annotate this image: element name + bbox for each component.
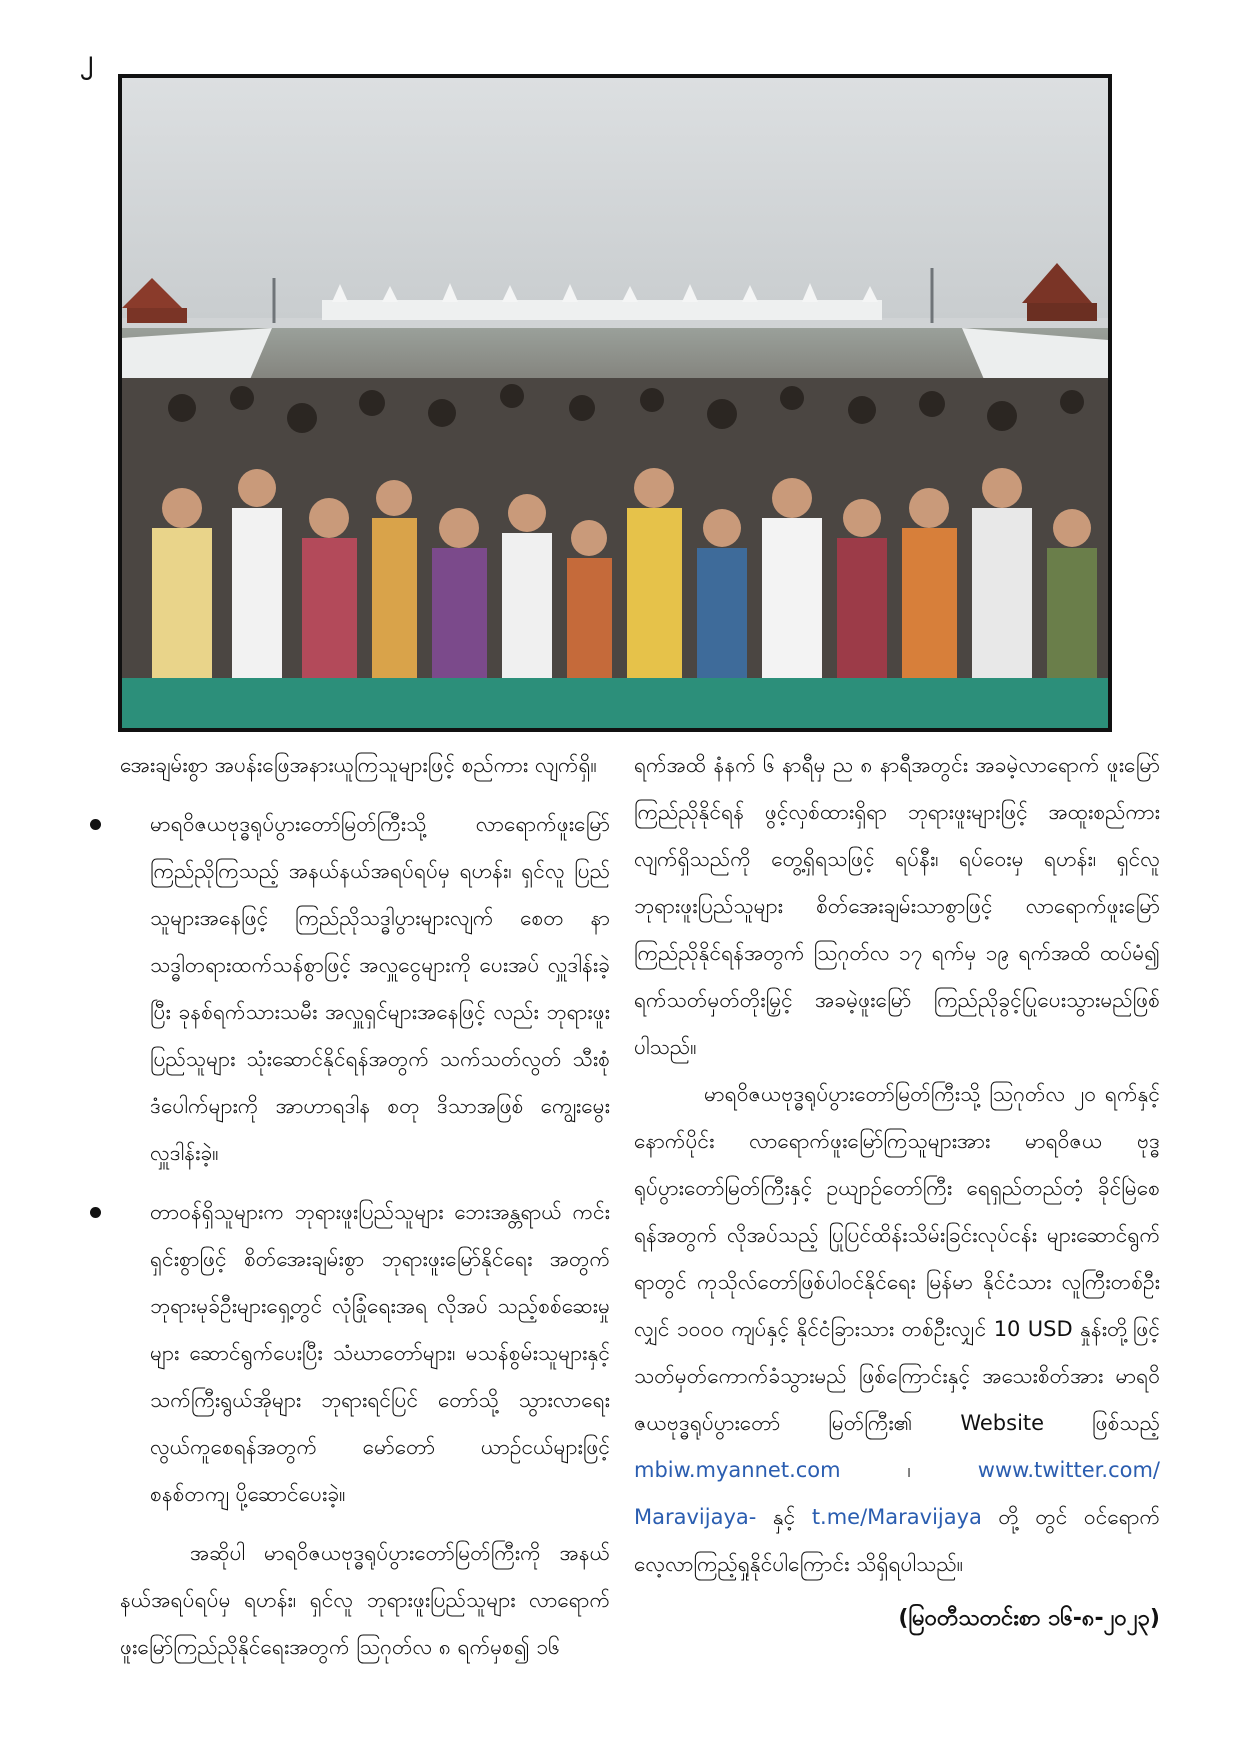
bullet-item-2 bbox=[120, 1189, 610, 1518]
right-paragraph-1: ရက်အထိ နံနက် ၆ နာရီမှ ည ၈ နာရီအတွင်း အခမဲ့လာရောက် ဖူးမြော်ကြည်ညိုနိုင်ရန် ဖွင့်လှစ်ထားရှိရာ ဘုရားဖူးများဖြင့် အထူးစည်ကားလျက်ရှိသည်ကို တွေ့ရှိရသဖြင့် ရပ်နီး၊ ရပ်ဝေးမှ ရဟန်း၊ ရှင်လူ ဘုရားဖူးပြည်သူများ စိတ်အေးချမ်းသာစွာဖြင့် လာရောက်ဖူးမြော်ကြည်ညိုနိုင်ရန်အတွက် ဩဂုတ်လ ၁၇ ရက်မှ ၁၉ ရက်အထိ ထပ်မံ၍ ရက်သတ်မှတ်တိုးမြှင့် အခမဲ့ဖူးမြော် ကြည်ညိုခွင့်ပြုပေးသွားမည်ဖြစ်ပါသည်။ bbox=[634, 753, 1160, 1059]
right-paragraph-2-end: တို့ တွင် ဝင်ရောက်လေ့လာကြည့်ရှုနိုင်ပါကြောင်း သိရှိရပါသည်။ bbox=[634, 1505, 1160, 1576]
telegram-link[interactable]: t.me/Maravijaya bbox=[811, 1505, 982, 1529]
news-photo bbox=[118, 74, 1112, 732]
news-source: (မြဝတီသတင်းစာ ၁၆-၈-၂၀၂၃) bbox=[898, 1606, 1160, 1631]
right-column bbox=[634, 742, 1160, 1588]
website-link[interactable]: mbiw.myannet.com bbox=[634, 1458, 841, 1482]
right-paragraph-2 bbox=[634, 1071, 1160, 1588]
bullet-text-2: တာဝန်ရှိသူများက ဘုရားဖူးပြည်သူများ ဘေးအန္တရာယ် ကင်းရှင်းစွာဖြင့် စိတ်အေးချမ်းစွာ ဘုရားဖူးမြော်နိုင်ရေး အတွက် ဘုရားမုခ်ဦးများရှေ့တွင် လုံခြုံရေးအရ လိုအပ် သည့်စစ်ဆေးမှုများ ဆောင်ရွက်ပေးပြီး သံဃာတော်များ၊ မသန်စွမ်းသူများနှင့် သက်ကြီးရွယ်အိုများ ဘုရားရင်ပြင် တော်သို့ သွားလာရေးလွယ်ကူစေရန်အတွက် မော်တော် ယာဉ်ငယ်များဖြင့် စနစ်တကျ ပို့ဆောင်ပေးခဲ့။ bbox=[150, 1200, 610, 1506]
bullet-item-1 bbox=[120, 801, 610, 1177]
left-paragraph-1: အေးချမ်းစွာ အပန်းဖြေအနားယူကြသူများဖြင့် စည်ကား လျက်ရှိ။ bbox=[120, 753, 597, 777]
bullet-text-1: မာရဝိဇယဗုဒ္ဓရုပ်ပွားတော်မြတ်ကြီးသို့ လာရောက်ဖူးမြော် ကြည်ညိုကြသည့် အနယ်နယ်အရပ်ရပ်မှ ရဟန်း၊ ရှင်လူ ပြည်သူများအနေဖြင့် ကြည်ညိုသဒ္ဓါပွားများလျက် စေတ နာသဒ္ဓါတရားထက်သန်စွာဖြင့် အလှူငွေများကို ပေးအပ် လှူဒါန်းခဲ့ပြီး ခုနစ်ရက်သားသမီး အလှူရှင်များအနေဖြင့် လည်း ဘုရားဖူးပြည်သူများ သုံးဆောင်နိုင်ရန်အတွက် သက်သတ်လွတ် သီးစုံဒံပေါက်များကို အာဟာရဒါန စတု ဒိသာအဖြစ် ကျွေးမွေးလှူဒါန်းခဲ့။ bbox=[150, 812, 610, 1165]
twitter-link[interactable]: www.twitter.com/ Maravijaya- bbox=[634, 1458, 1160, 1529]
right-paragraph-2-main: မာရဝိဇယဗုဒ္ဓရုပ်ပွားတော်မြတ်ကြီးသို့ ဩဂုတ်လ ၂၀ ရက်နှင့်နောက်ပိုင်း လာရောက်ဖူးမြော်ကြသူများအား မာရဝိဇယ ဗုဒ္ဓရုပ်ပွားတော်မြတ်ကြီးနှင့် ဥယျာဉ်တော်ကြီး ရေရှည်တည်တံ့ ခိုင်မြဲစေရန်အတွက် လိုအပ်သည့် ပြုပြင်ထိန်းသိမ်းခြင်းလုပ်ငန်း များဆောင်ရွက်ရာတွင် ကုသိုလ်တော်ဖြစ်ပါဝင်နိုင်ရေး မြန်မာ နိုင်ငံသား လူကြီးတစ်ဦးလျှင် ၁၀၀၀ ကျပ်နှင့် နိုင်ငံခြားသား တစ်ဦးလျှင် 10 USD နှုန်းတို့ဖြင့် သတ်မှတ်ကောက်ခံသွားမည် ဖြစ်ကြောင်းနှင့် အသေးစိတ်အား မာရဝိဇယဗုဒ္ဓရုပ်ပွားတော် မြတ်ကြီး၏ Website ဖြစ်သည့် bbox=[634, 1082, 1160, 1435]
left-paragraph-2: အဆိုပါ မာရဝိဇယဗုဒ္ဓရုပ်ပွားတော်မြတ်ကြီးကို အနယ် နယ်အရပ်ရပ်မှ ရဟန်း၊ ရှင်လူ ဘုရားဖူးပြည်သူများ လာရောက် ဖူးမြော်ကြည်ညိုနိုင်ရေးအတွက် ဩဂုတ်လ ၈ ရက်မှစ၍ ၁၆ bbox=[120, 1541, 610, 1659]
link-separator-1: ၊ bbox=[840, 1458, 978, 1482]
bullet-dot bbox=[90, 1207, 101, 1218]
page-number: ၂ bbox=[80, 45, 93, 75]
left-column bbox=[120, 742, 610, 1671]
bullet-dot bbox=[90, 819, 101, 830]
link-separator-2: နှင့် bbox=[756, 1505, 812, 1529]
crowd-photo-illustration bbox=[122, 78, 1108, 728]
